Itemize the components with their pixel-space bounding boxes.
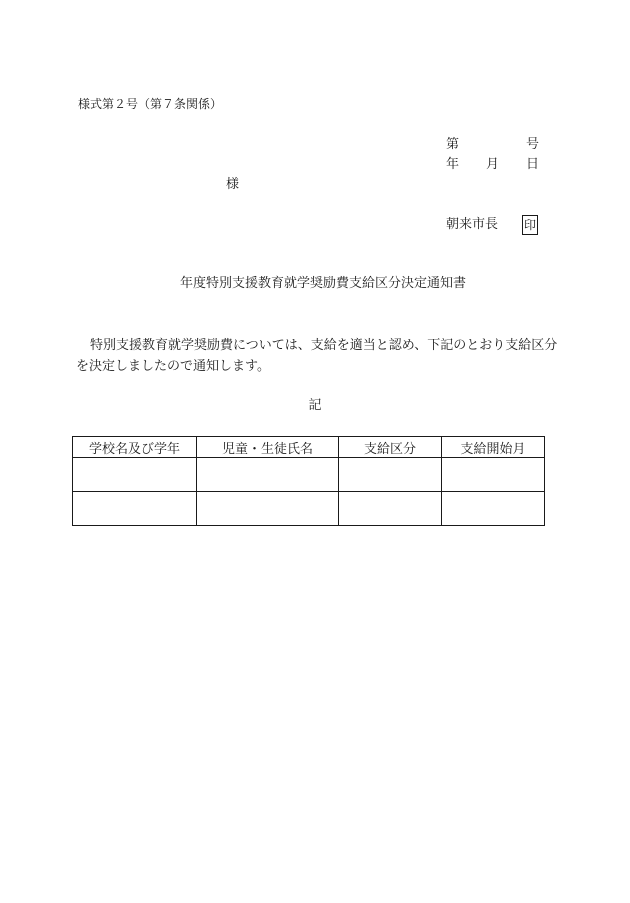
recipient-honorific: 様 [226,177,240,192]
seal-box: 印 [522,215,538,235]
form-number-label: 様式第２号（第７条関係） [78,97,223,111]
table-cell-student-name[interactable] [197,458,339,492]
table-cell-student-name[interactable] [197,492,339,526]
table-cell-payment-category[interactable] [339,458,442,492]
record-heading: 記 [308,398,322,413]
issuer-title: 朝来市長 [446,217,499,232]
column-header-start-month: 支給開始月 [442,437,545,458]
column-header-student-name: 児童・生徒氏名 [197,437,339,458]
notice-title: 年度特別支援教育就学奨励費支給区分決定通知書 [179,276,466,291]
document-number-prefix: 第 [446,137,460,152]
notice-body-text: 特別支援教育就学奨励費については、支給を適当と認め、下記のとおり支給区分を決定しましたので通知します。 [76,338,558,374]
table-header-row [73,437,545,458]
table-cell-school-grade[interactable] [73,458,197,492]
table-cell-start-month[interactable] [442,458,545,492]
student-roster-table [72,436,545,526]
table-cell-payment-category[interactable] [339,492,442,526]
column-header-school-grade: 学校名及び学年 [73,437,197,458]
document-number-suffix: 号 [526,137,540,152]
column-header-payment-category: 支給区分 [339,437,442,458]
date-month-label: 月 [486,157,500,172]
table-row [73,458,545,492]
date-year-label: 年 [446,157,460,172]
table-row [73,492,545,526]
table-cell-start-month[interactable] [442,492,545,526]
table-cell-school-grade[interactable] [73,492,197,526]
date-day-label: 日 [526,157,540,172]
